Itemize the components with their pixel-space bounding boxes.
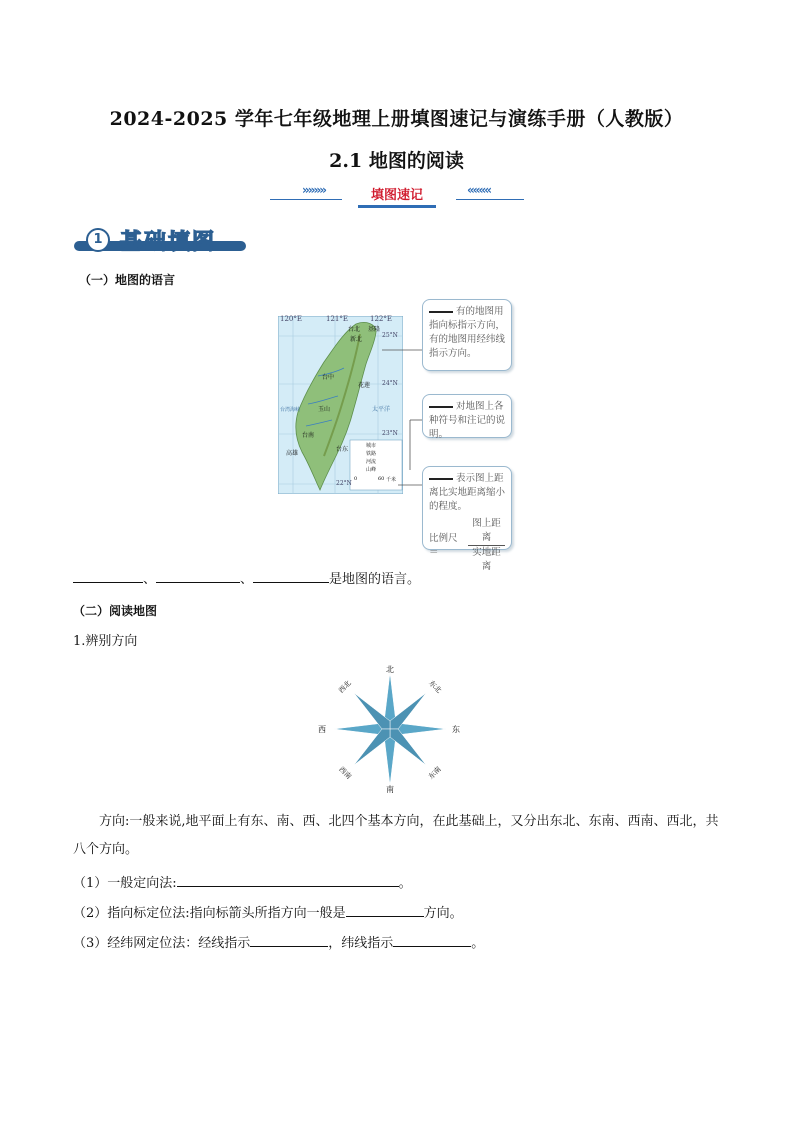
lat-label-22: 22°N bbox=[336, 480, 352, 487]
question-1 bbox=[73, 872, 412, 894]
callout-legend bbox=[422, 394, 512, 438]
banner-arrows-left-icon: «««« bbox=[466, 183, 490, 197]
part2-heading: （二）阅读地图 bbox=[73, 604, 158, 618]
blank-q3-longitude[interactable] bbox=[250, 932, 328, 947]
q2-suffix: 方向。 bbox=[423, 906, 463, 921]
scale-formula bbox=[429, 517, 505, 574]
lat-label-24: 24°N bbox=[382, 380, 398, 387]
scale-zero: 0 bbox=[354, 476, 358, 482]
q1-suffix: 。 bbox=[398, 876, 412, 891]
place-yushan: 玉山 bbox=[318, 406, 331, 413]
place-kaohsiung: 高雄 bbox=[286, 450, 299, 457]
compass-southwest: 西南 bbox=[337, 765, 353, 781]
compass-southeast: 东南 bbox=[427, 765, 443, 781]
place-strait: 台湾海峡 bbox=[280, 407, 301, 413]
blank-q3-latitude[interactable] bbox=[393, 932, 471, 947]
q3-prefix: （3）经纬网定位法：经线指示 bbox=[73, 936, 251, 951]
callout-direction bbox=[422, 299, 512, 371]
banner-line-left bbox=[270, 199, 342, 200]
compass-northeast: 东北 bbox=[427, 679, 443, 695]
callout-legend-text: 对地图上各种符号和注记的说明。 bbox=[429, 401, 506, 440]
legend-city: 城市 bbox=[366, 443, 377, 449]
separator-2: 、 bbox=[240, 572, 254, 587]
compass-west: 西 bbox=[318, 725, 326, 734]
compass-east: 东 bbox=[452, 725, 460, 734]
callout-direction-text: 有的地图用指向标指示方向，有的地图用经纬线指示方向。 bbox=[429, 306, 506, 359]
legend-railway: 铁路 bbox=[366, 451, 377, 457]
q2-prefix: （2）指向标定位法:指向标箭头所指方向一般是 bbox=[73, 906, 346, 921]
separator-1: 、 bbox=[143, 572, 157, 587]
legend-peak: 山峰 bbox=[366, 467, 377, 473]
lon-label-121: 121°E bbox=[326, 315, 348, 323]
part1-heading: （一）地图的语言 bbox=[79, 273, 176, 287]
callout-blank-3 bbox=[429, 478, 453, 480]
blank-language-2[interactable] bbox=[156, 568, 240, 583]
badge-title: 基础填图 bbox=[120, 230, 217, 255]
blank-language-1[interactable] bbox=[73, 568, 143, 583]
callout-blank-1 bbox=[429, 311, 453, 313]
question-2 bbox=[73, 902, 463, 924]
badge-number: 1 bbox=[86, 228, 110, 252]
question-3 bbox=[73, 932, 484, 954]
lon-label-122: 122°E bbox=[370, 315, 392, 323]
callout-scale bbox=[422, 466, 512, 572]
compass-south: 南 bbox=[386, 785, 394, 794]
place-new-taipei: 新北 bbox=[350, 336, 363, 343]
lat-label-25: 25°N bbox=[382, 332, 398, 339]
section-banner bbox=[270, 180, 524, 210]
compass-rose-icon bbox=[316, 664, 464, 794]
compass-northwest: 西北 bbox=[337, 679, 353, 695]
sentence-tail: 是地图的语言。 bbox=[329, 572, 421, 587]
q1-prefix: （1）一般定向法: bbox=[73, 876, 177, 891]
blank-language-3[interactable] bbox=[253, 568, 329, 583]
formula-numerator: 图上距离 bbox=[468, 517, 505, 546]
banner-arrows-right-icon: »»»» bbox=[302, 183, 326, 197]
blank-q2[interactable] bbox=[346, 902, 424, 917]
callout-scale-text: 表示图上距离比实地距离缩小的程度。 bbox=[429, 473, 506, 512]
place-pacific: 太平洋 bbox=[372, 406, 391, 413]
formula-fraction bbox=[468, 517, 505, 574]
place-keelung: 基隆 bbox=[368, 326, 381, 333]
legend-river: 河流 bbox=[366, 459, 377, 465]
map-language-sentence bbox=[73, 568, 420, 590]
direction-paragraph: 方向:一般来说,地平面上有东、南、西、北四个基本方向，在此基础上，又分出东北、东南、西南、西北，共八个方向。 bbox=[73, 814, 719, 857]
blank-q1[interactable] bbox=[177, 872, 399, 887]
page-title: 2024-2025 学年七年级地理上册填图速记与演练手册（人教版） bbox=[109, 108, 684, 130]
q3-mid: ，纬线指示 bbox=[328, 936, 394, 951]
q3-suffix: 。 bbox=[471, 936, 485, 951]
lon-label-120: 120°E bbox=[280, 315, 302, 323]
callout-connectors bbox=[380, 330, 425, 520]
section-badge bbox=[74, 227, 246, 253]
item-direction: 1.辨别方向 bbox=[73, 634, 138, 649]
banner-line-right bbox=[456, 199, 524, 200]
place-taichung: 台中 bbox=[322, 374, 335, 381]
banner-underline bbox=[358, 205, 436, 208]
place-hualien: 花莲 bbox=[358, 382, 371, 389]
place-tainan: 台南 bbox=[302, 432, 315, 439]
scale-sixty: 60 bbox=[378, 476, 385, 482]
callout-blank-2 bbox=[429, 406, 453, 408]
place-taipei: 台北 bbox=[348, 326, 361, 333]
scale-unit: 千米 bbox=[386, 477, 397, 483]
compass-rose bbox=[316, 664, 464, 794]
place-taitung: 台东 bbox=[336, 446, 349, 453]
banner-label: 填图速记 bbox=[370, 188, 423, 203]
formula-denominator: 实地距离 bbox=[472, 547, 501, 572]
lesson-title: 2.1 地图的阅读 bbox=[329, 150, 464, 172]
formula-label: 比例尺＝ bbox=[429, 532, 458, 558]
lat-label-23: 23°N bbox=[382, 430, 398, 437]
compass-north: 北 bbox=[386, 665, 394, 674]
